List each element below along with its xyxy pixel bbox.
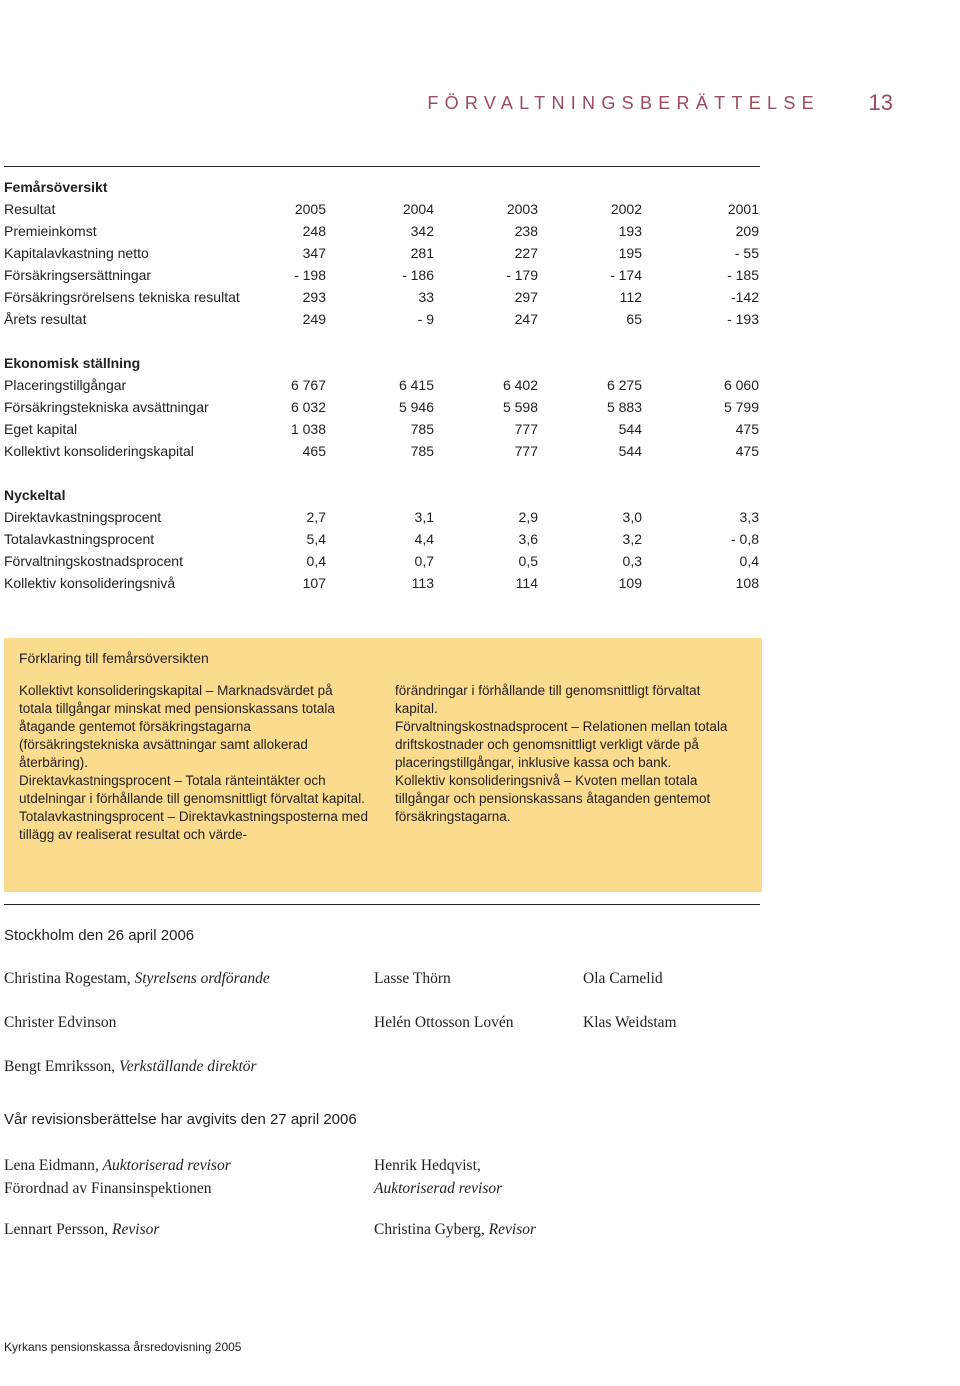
definition-text: – Direktavkastningsposterna med tillägg av realiserat resultat och värde- (19, 809, 368, 842)
signature-role: Verkställande direktör (118, 1058, 257, 1075)
group-title: Resultat (4, 201, 56, 217)
definition-text: – Kvoten mellan totala tillgångar och pensionskassans åtaganden gentemot försäkringstagarna. (395, 773, 711, 824)
cell: 293 (302, 289, 326, 305)
explanation-column-right (395, 682, 745, 826)
definition-term: Kollektiv konsolideringsnivå (395, 773, 561, 788)
page-header (0, 90, 960, 120)
row-label: Försäkringsersättningar (4, 267, 152, 283)
divider (4, 166, 760, 167)
year-header-row (4, 198, 760, 220)
signature (4, 970, 270, 988)
group-nyckeltal (4, 484, 760, 594)
signature-name: Lasse Thörn (374, 970, 451, 987)
cell: 0,4 (739, 553, 759, 569)
row-label: Placeringstillgångar (4, 377, 127, 393)
cell: 475 (735, 443, 759, 459)
cell: -142 (730, 289, 759, 305)
definition (19, 682, 369, 772)
signature (583, 1014, 677, 1032)
cell: - 198 (294, 267, 326, 283)
signature-name: Christer Edvinson (4, 1014, 117, 1031)
cell: 0,3 (622, 553, 642, 569)
table-row (4, 264, 760, 286)
table-row (4, 572, 760, 594)
signature-role: Auktoriserad revisor (102, 1157, 231, 1174)
divider (4, 904, 760, 905)
definition-text: – Totala ränteintäkter och utdelningar i förhållande till genomsnittligt förvaltat kapital. (19, 773, 365, 806)
cell: 5,4 (306, 531, 326, 547)
signature (374, 1154, 502, 1200)
cell: 544 (618, 421, 642, 437)
cell: - 55 (734, 245, 759, 261)
cell: 112 (619, 289, 642, 305)
definition-term: Direktavkastningsprocent (19, 773, 171, 788)
signature (4, 1014, 116, 1032)
table-row (4, 550, 760, 572)
cell: - 186 (402, 267, 434, 283)
signature (4, 1058, 257, 1076)
cell: 3,1 (414, 509, 434, 525)
table-row (4, 374, 760, 396)
signature-name: Lennart Persson, (4, 1221, 109, 1238)
cell: 249 (302, 311, 326, 327)
five-year-overview-table (4, 176, 760, 594)
definition (395, 772, 745, 826)
cell: 5 598 (502, 399, 538, 415)
signature-role: Revisor (112, 1221, 160, 1238)
table-row (4, 396, 760, 418)
cell: 0,4 (306, 553, 326, 569)
cell: 777 (514, 443, 538, 459)
cell: 193 (618, 223, 642, 239)
table-row (4, 506, 760, 528)
row-label: Kollektivt konsolideringskapital (4, 443, 194, 459)
explanation-column-left (19, 682, 369, 844)
definition-term: Kollektivt konsolideringskapital (19, 683, 203, 698)
signature (4, 1221, 159, 1239)
signature-name: Bengt Emriksson, (4, 1058, 116, 1075)
row-label: Försäkringstekniska avsättningar (4, 399, 209, 415)
cell: 297 (514, 289, 538, 305)
row-label: Direktavkastningsprocent (4, 509, 162, 525)
cell: 6 402 (502, 377, 538, 393)
signature-name: Helén Ottosson Lovén (374, 1014, 514, 1031)
cell: 6 275 (606, 377, 642, 393)
cell: 248 (302, 223, 326, 239)
cell: 5 799 (723, 399, 759, 415)
cell: 2,7 (306, 509, 326, 525)
table-row (4, 220, 760, 242)
cell: 465 (302, 443, 326, 459)
cell: 108 (735, 575, 759, 591)
group-title: Nyckeltal (4, 487, 66, 503)
cell: 6 060 (723, 377, 759, 393)
definition (395, 718, 745, 772)
explanation-title: Förklaring till femårsöversikten (19, 650, 209, 666)
signature-name: Christina Gyberg, (374, 1221, 485, 1238)
cell: 6 415 (398, 377, 434, 393)
year-header: 2003 (506, 201, 538, 217)
cell: 281 (410, 245, 434, 261)
row-label: Kapitalavkastning netto (4, 245, 149, 261)
cell: 109 (618, 575, 642, 591)
definition-text: – Marknadsvärdet på totala tillgångar minskat med pensionskassans totala åtagande gentemot försäkringstagarna (försäkringstekniska avsättningar samt allokerad återbäring). (19, 683, 335, 770)
cell: 65 (626, 311, 642, 327)
cell: 0,5 (518, 553, 538, 569)
cell: 2,9 (518, 509, 538, 525)
table-row (4, 308, 760, 330)
cell: 238 (514, 223, 538, 239)
table-row (4, 528, 760, 550)
cell: 113 (411, 575, 434, 591)
cell: 227 (514, 245, 538, 261)
signature-role: Styrelsens ordförande (134, 970, 270, 987)
year-header: 2005 (294, 201, 326, 217)
signature-name: Klas Weidstam (583, 1014, 677, 1031)
row-label: Årets resultat (4, 311, 87, 327)
definition (19, 772, 369, 808)
cell: 347 (302, 245, 326, 261)
year-header: 2004 (402, 201, 434, 217)
signature-role: Auktoriserad revisor (374, 1180, 503, 1197)
table-row (4, 286, 760, 308)
signature (374, 1221, 536, 1239)
table-row (4, 418, 760, 440)
cell: 3,0 (622, 509, 642, 525)
audit-date: Vår revisionsberättelse har avgivits den 27 april 2006 (4, 1111, 357, 1128)
cell: 342 (410, 223, 434, 239)
signature (374, 1014, 513, 1032)
group-ekonomisk-stallning (4, 352, 760, 462)
cell: - 179 (506, 267, 538, 283)
cell: 3,3 (739, 509, 759, 525)
cell: 6 032 (290, 399, 326, 415)
signature-name: Henrik Hedqvist, (374, 1157, 481, 1174)
cell: - 193 (727, 311, 759, 327)
cell: 777 (514, 421, 538, 437)
signature-name: Lena Eidmann, (4, 1157, 99, 1174)
row-label: Kollektiv konsolideringsnivå (4, 575, 176, 591)
year-header: 2001 (727, 201, 759, 217)
definition (19, 808, 369, 844)
cell: 6 767 (290, 377, 326, 393)
section-title: FÖRVALTNINGSBERÄTTELSE (427, 93, 820, 113)
definition-continued: förändringar i förhållande till genomsnittligt förvaltat kapital. (395, 683, 701, 716)
row-label: Eget kapital (4, 421, 78, 437)
definition-term: Totalavkastningsprocent (19, 809, 164, 824)
cell: - 185 (727, 267, 759, 283)
group-resultat (4, 198, 760, 330)
row-label: Premieinkomst (4, 223, 97, 239)
cell: 4,4 (414, 531, 434, 547)
place-date: Stockholm den 26 april 2006 (4, 927, 195, 944)
overview-title: Femårsöversikt (4, 179, 108, 195)
row-label: Försäkringsrörelsens tekniska resultat (4, 289, 240, 305)
cell: 0,7 (414, 553, 434, 569)
cell: 3,6 (518, 531, 538, 547)
table-row (4, 242, 760, 264)
cell: 785 (410, 421, 434, 437)
cell: 33 (418, 289, 434, 305)
definition-term: Förvaltningskostnadsprocent (395, 719, 568, 734)
cell: 544 (618, 443, 642, 459)
row-label: Förvaltningskostnadsprocent (4, 553, 183, 569)
row-label: Totalavkastningsprocent (4, 531, 155, 547)
signature-name: Ola Carnelid (583, 970, 663, 987)
cell: 107 (302, 575, 326, 591)
group-title: Ekonomisk ställning (4, 355, 141, 371)
cell: - 9 (417, 311, 434, 327)
signature-role: Revisor (488, 1221, 537, 1238)
signature (374, 970, 451, 988)
cell: 475 (735, 421, 759, 437)
cell: 3,2 (622, 531, 642, 547)
cell: 195 (618, 245, 642, 261)
signature-appointment: Förordnad av Finansinspektionen (4, 1180, 212, 1197)
cell: - 0,8 (730, 531, 759, 547)
signature (4, 1154, 231, 1200)
cell: 209 (735, 223, 759, 239)
table-row (4, 440, 760, 462)
signature-name: Christina Rogestam, (4, 970, 131, 987)
year-header: 2002 (610, 201, 642, 217)
cell: 114 (515, 575, 538, 591)
signature (583, 970, 663, 988)
cell: 5 946 (398, 399, 434, 415)
cell: 1 038 (290, 421, 326, 437)
definition-text: – Relationen mellan totala driftskostnader och genomsnittligt verkligt värde på placeringstillgångar, inklusive kassa och bank. (395, 719, 728, 770)
cell: - 174 (610, 267, 642, 283)
page-footer: Kyrkans pensionskassa årsredovisning 2005 (4, 1340, 242, 1354)
cell: 785 (410, 443, 434, 459)
explanation-box (4, 638, 762, 892)
cell: 5 883 (606, 399, 642, 415)
page-number: 13 (868, 90, 893, 115)
cell: 247 (514, 311, 538, 327)
